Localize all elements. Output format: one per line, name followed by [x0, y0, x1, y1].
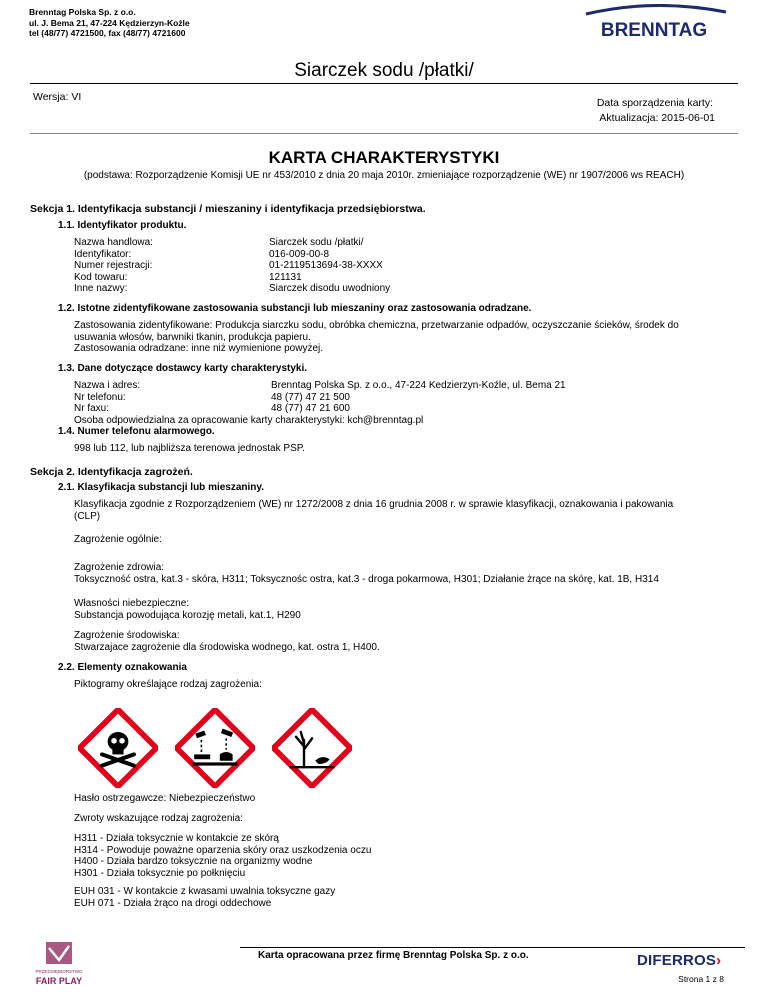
diferros-logo	[637, 952, 721, 969]
environmental-hazard-label: Zagrożenie środowiska:	[74, 630, 180, 641]
field-label: Nazwa handlowa:	[74, 237, 153, 248]
company-name: Brenntag Polska Sp. z o.o.	[29, 7, 136, 17]
field-value: Brenntag Polska Sp. z o.o., 47-224 Kedzierzyn-Koźle, ul. Bema 21	[271, 380, 566, 391]
brenntag-logo	[574, 4, 734, 44]
field-label: Numer rejestracji:	[74, 260, 153, 271]
footer-text: Karta opracowana przez firmę Brenntag Polska Sp. z o.o.	[258, 950, 529, 961]
field-value: 48 (77) 47 21 500	[271, 391, 350, 403]
table-row	[74, 392, 566, 404]
product-identifier-table	[74, 237, 390, 295]
corrosion-icon	[175, 708, 255, 788]
uses-line: usuwania włosów, barwniki tkanin, produkcja papieru.	[74, 331, 311, 343]
field-value: 121131	[269, 271, 302, 283]
creation-date-label: Data sporządzenia karty:	[596, 97, 713, 109]
list-item: H301 - Działa toksycznie po połknięciu	[74, 867, 246, 879]
hazard-statements-label: Zwroty wskazujące rodzaj zagrożenia:	[74, 813, 243, 824]
h-statements-list	[74, 833, 734, 879]
classification-line: Klasyfikacja zgodnie z Rozporządzeniem (WE) nr 1272/2008 z dnia 16 grudnia 2008 r. w sprawie klasyfikacji, oznakowania i pakowania	[74, 499, 674, 510]
update-date: Aktualizacja: 2015-06-01	[599, 112, 715, 124]
list-item: EUH 031 - W kontakcie z kwasami uwalnia toksyczne gazy	[74, 886, 336, 897]
field-value: Siarczek disodu uwodniony	[269, 283, 391, 294]
signal-word: Hasło ostrzegawcze: Niebezpieczeństwo	[74, 793, 256, 804]
field-label: Inne nazwy:	[74, 283, 128, 294]
section-1-1-title: 1.1. Identyfikator produktu.	[58, 220, 187, 231]
section-1-4-title: 1.4. Numer telefonu alarmowego.	[58, 426, 215, 437]
health-hazard	[74, 562, 734, 585]
section-2-1-title: 2.1. Klasyfikacja substancji lub mieszaniny.	[58, 482, 265, 493]
table-row	[74, 272, 390, 284]
header-divider	[30, 83, 738, 84]
svg-text:FAIR PLAY: FAIR PLAY	[35, 976, 83, 986]
environmental-hazard	[74, 630, 734, 653]
document-title: KARTA CHARAKTERYSTYKI	[268, 148, 500, 167]
footer-divider	[240, 947, 745, 948]
page-number: Strona 1 z 8	[678, 974, 724, 984]
field-value: Siarczek sodu /płatki/	[269, 237, 364, 248]
contact-email-line: Osoba odpowiedzialna za opracowanie karty charakterystyki: kch@brenntag.pl	[74, 414, 424, 426]
classification-line: (CLP)	[74, 510, 101, 522]
identified-uses	[74, 320, 734, 355]
uses-line: Zastosowania zidentyfikowane: Produkcja siarczku sodu, obróbka chemiczna, przetwarzanie odpadów, oczyszczanie ścieków, środek do	[74, 320, 679, 331]
svg-text:PRZEDSIĘBIORSTWO: PRZEDSIĘBIORSTWO	[35, 969, 83, 974]
section-1-title: Sekcja 1. Identyfikacja substancji / mieszaniny i identyfikacja przedsiębiorstwa.	[30, 203, 426, 215]
field-label: Identyfikator:	[74, 248, 132, 260]
company-header	[29, 7, 190, 39]
skull-crossbones-icon	[78, 708, 158, 788]
physical-hazard-text: Substancja powodująca korozję metali, kat.1, H290	[74, 609, 301, 621]
section-2-2-title: 2.2. Elementy oznakowania	[58, 662, 187, 673]
version-label: Wersja: VI	[33, 91, 82, 103]
table-row	[74, 380, 566, 392]
health-hazard-label: Zagrożenie zdrowia:	[74, 562, 165, 573]
svg-text:BRENNTAG: BRENNTAG	[600, 20, 708, 41]
emergency-number: 998 lub 112, lub najbliższa terenowa jednostak PSP.	[74, 443, 305, 454]
list-item: H314 - Powoduje poważne oparzenia skóry oraz uszkodzenia oczu	[74, 844, 372, 856]
environmental-hazard-text: Stwarzajace zagrożenie dla środowiska wodnego, kat. ostra 1, H400.	[74, 641, 380, 653]
field-label: Nazwa i adres:	[74, 380, 141, 391]
company-address: ul. J. Bema 21, 47-224 Kędzierzyn-Koźle	[29, 17, 190, 28]
table-row	[74, 237, 390, 249]
pictograms-label: Piktogramy określające rodzaj zagrożenia:	[74, 679, 262, 690]
field-label: Nr faxu:	[74, 403, 110, 414]
uses-line: Zastosowania odradzane: inne niż wymienione powyżej.	[74, 343, 324, 354]
section-1-3-title: 1.3. Dane dotyczące dostawcy karty charakterystyki.	[58, 363, 308, 374]
chevron-right-icon: ›	[716, 952, 722, 969]
page-title: Siarczek sodu /płatki/	[294, 60, 474, 81]
section-1-2-title: 1.2. Istotne zidentyfikowane zastosowania substancji lub mieszaniny oraz zastosowania odradzane.	[58, 303, 532, 314]
field-value: 48 (77) 47 21 600	[271, 403, 350, 414]
field-label: Nr telefonu:	[74, 391, 126, 403]
table-row	[74, 403, 566, 415]
field-value: 016-009-00-8	[269, 248, 330, 260]
list-item: EUH 071 - Działa żrąco na drogi oddechowe	[74, 897, 272, 909]
environment-icon	[272, 708, 352, 788]
health-hazard-text: Toksyczność ostra, kat.3 - skóra, H311; Toksycznośc ostra, kat.3 - droga pokarmowa, H301; Działanie żrące na skórę, kat. 1B, H314	[74, 573, 659, 585]
table-row	[74, 260, 390, 272]
euh-statements-list	[74, 886, 734, 909]
table-row	[74, 283, 390, 295]
section-2-title: Sekcja 2. Identyfikacja zagrożeń.	[30, 466, 193, 478]
physical-hazard	[74, 598, 734, 621]
fair-play-logo	[22, 940, 102, 990]
company-phone: tel (48/77) 4721500, fax (48/77) 4721600	[29, 28, 186, 38]
list-item: H400 - Działa bardzo toksycznie na organizmy wodne	[74, 856, 313, 867]
legal-basis: (podstawa: Rozporządzenie Komisji UE nr 453/2010 z dnia 20 maja 2010r. zmieniające rozporządzenie (WE) nr 1907/2006 ws REACH)	[83, 170, 685, 181]
field-value: 01-2119513694-38-XXXX	[269, 260, 383, 271]
table-row	[74, 249, 390, 261]
list-item: H311 - Działa toksycznie w kontakcie ze skórą	[74, 833, 279, 844]
diferros-text: DIFERROS	[637, 952, 717, 969]
meta-divider	[30, 133, 738, 134]
field-label: Kod towaru:	[74, 271, 128, 283]
physical-hazard-label: Własności niebezpieczne:	[74, 598, 190, 609]
supplier-table	[74, 380, 566, 426]
general-hazard-label: Zagrożenie ogólnie:	[74, 534, 162, 545]
classification-text	[74, 499, 734, 522]
